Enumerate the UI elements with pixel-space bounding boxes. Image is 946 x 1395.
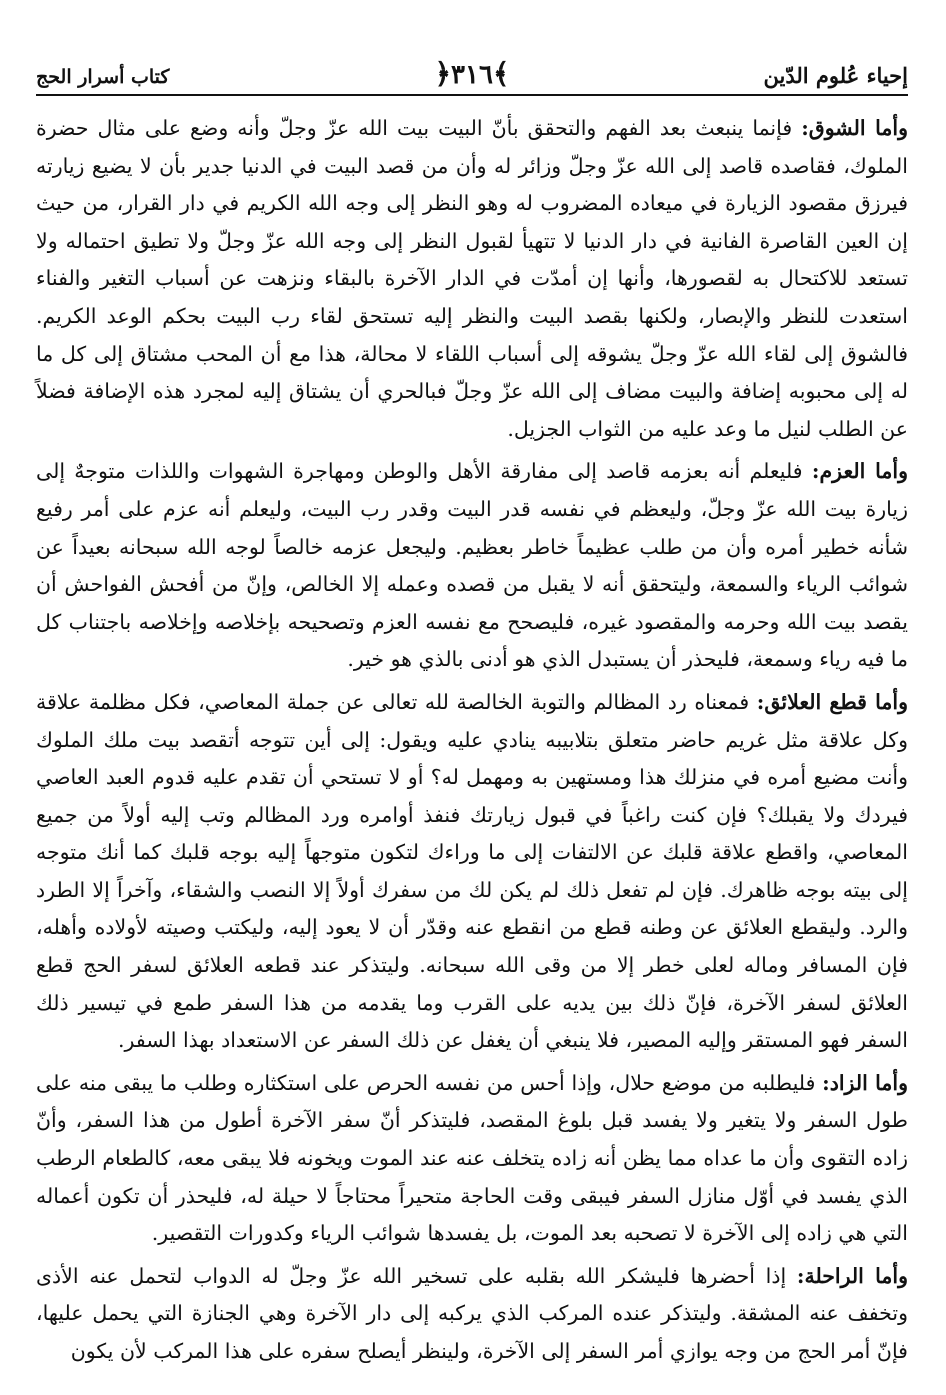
paragraph-azm [36,453,908,679]
paragraph-text: فمعناه رد المظالم والتوبة الخالصة لله تعالى عن جملة المعاصي، فكل مظلمة علاقة وكل علاقة مثل غريم حاضر متعلق بتلابيبه ينادي عليه ويقول: إلى أين تتوجه أتقصد بيت ملك الملوك وأنت مضيع أمره في منزلك هذا ومستهين به ومهمل له؟ أو لا تستحي أن تقدم عليه قدوم العبد العاصي فيردك ولا يقبلك؟ فإن كنت راغباً في قبول زيارتك فنفذ أوامره ورد المظالم وتب إليه أولاً من جميع المعاصي، واقطع علاقة قلبك عن الالتفات إلى ما وراءك لتكون متوجهاً إليه بوجه قلبك كما أنك متوجه إلى بيته بوجه ظاهرك. فإن لم تفعل ذلك لم يكن لك من سفرك أولاً إلا النصب والشقاء، وآخراً إلا الطرد والرد. وليقطع العلائق عن وطنه قطع من انقطع عنه وقدّر أن لا يعود إليه، وليكتب وصيته لأولاده وأهله، فإن المسافر وماله لعلى خطر إلا من وقى الله سبحانه. وليتذكر عند قطعه العلائق لسفر الحج قطع العلائق لسفر الآخرة، فإنّ ذلك بين يديه على القرب وما يقدمه من هذا السفر طمع في تيسير ذلك السفر فهو المستقر وإليه المصير، فلا ينبغي أن يغفل عن ذلك السفر عن الاستعداد بهذا السفر. [36,689,908,1053]
chapter-title: كتاب أسرار الحج [36,66,170,88]
paragraph-heading: وأما العزم: [811,459,908,484]
page-body [36,110,908,1371]
paragraph-heading: وأما قطع العلائق: [756,689,908,714]
paragraph-text: إذا أحضرها فليشكر الله بقلبه على تسخير الله عزّ وجلّ له الدواب لتحمل عنه الأذى وتخفف عنه المشقة. وليتذكر عنده المركب الذي يركبه إلى دار الآخرة وهي الجنازة التي يحمل عليها، فإنّ أمر الحج من وجه يوازي أمر السفر إلى الآخرة، ولينظر أيصلح سفره على هذا المركب لأن يكون [36,1263,908,1363]
ornament-left-icon: ﴿ [434,57,452,90]
paragraph-zad [36,1065,908,1253]
ornament-right-icon: ﴾ [492,57,510,90]
paragraph-text: فإنما ينبعث بعد الفهم والتحقق بأنّ البيت بيت الله عزّ وجلّ وأنه وضع على مثال حضرة الملوك، فقاصده قاصد إلى الله عزّ وجلّ وزائر له وأن من قصد البيت في الدنيا جدير بأن لا يضيع زيارته فيرزق مقصود الزيارة في ميعاده المضروب له وهو النظر إلى وجه الله الكريم في دار القرار، من حيث إن العين القاصرة الفانية في دار الدنيا لا تتهيأ لقبول النظر إلى وجه الله عزّ وجلّ ولا تطيق احتماله ولا تستعد للاكتحال به لقصورها، وأنها إن أمدّت في الدار الآخرة بالبقاء ونزهت عن أسباب التغير والفناء استعدت للنظر والإبصار، ولكنها بقصد البيت والنظر إليه تستحق لقاء رب البيت بحكم الوعد الكريم. فالشوق إلى لقاء الله عزّ وجلّ يشوقه إلى أسباب اللقاء لا محالة، هذا مع أن المحب مشتاق إلى كل ما له إلى محبوبه إضافة والبيت مضاف إلى الله عزّ وجلّ فبالحري أن يشتاق إليه لمجرد هذه الإضافة فضلاً عن الطلب لنيل ما وعد عليه من الثواب الجزيل. [36,116,908,441]
paragraph-shawq [36,110,908,448]
page-header [36,52,908,96]
paragraph-qat-alalaiq [36,684,908,1060]
paragraph-text: فليطلبه من موضع حلال، وإذا أحس من نفسه الحرص على استكثاره وطلب ما يبقى منه على طول السفر ولا يتغير ولا يفسد قبل بلوغ المقصد، فليتذكر أنّ سفر الآخرة أطول من هذا السفر، وأنّ زاده التقوى وأن ما عداه مما يظن أنه زاده يتخلف عنه عند الموت ويخونه فلا يبقى معه، كالطعام الرطب الذي يفسد في أوّل منازل السفر فيبقى وقت الحاجة متحيراً محتاجاً لا حيلة له، فليحذر أن تكون أعماله التي هي زاده إلى الآخرة لا تصحبه بعد الموت، بل يفسدها شوائب الرياء وكدورات التقصير. [36,1070,908,1246]
page-number-block [435,57,510,90]
paragraph-heading: وأما الزاد: [822,1070,908,1095]
page-number: ٣١٦ [451,60,493,90]
paragraph-heading: وأما الشوق: [801,116,908,140]
book-title: إحياء عُلوم الدّين [763,63,908,88]
paragraph-rahila [36,1258,908,1371]
paragraph-heading: وأما الراحلة: [796,1263,908,1288]
paragraph-text: فليعلم أنه بعزمه قاصد إلى مفارقة الأهل والوطن ومهاجرة الشهوات واللذات متوجهٌ إلى زيارة بيت الله عزّ وجلّ، وليعظم في نفسه قدر البيت وقدر رب البيت، وليعلم أنه عزم على أمر رفيع شأنه خطير أمره وأن من طلب عظيماً خاطر بعظيم. وليجعل عزمه خالصاً لوجه الله سبحانه بعيداً عن شوائب الرياء والسمعة، وليتحقق أنه لا يقبل من قصده وعمله إلا الخالص، وإنّ من أفحش الفواحش أن يقصد بيت الله وحرمه والمقصود غيره، فليصحح مع نفسه العزم وتصحيحه بإخلاصه وإخلاصه باجتناب كل ما فيه رياء وسمعة، فليحذر أن يستبدل الذي هو أدنى بالذي هو خير. [36,459,908,672]
